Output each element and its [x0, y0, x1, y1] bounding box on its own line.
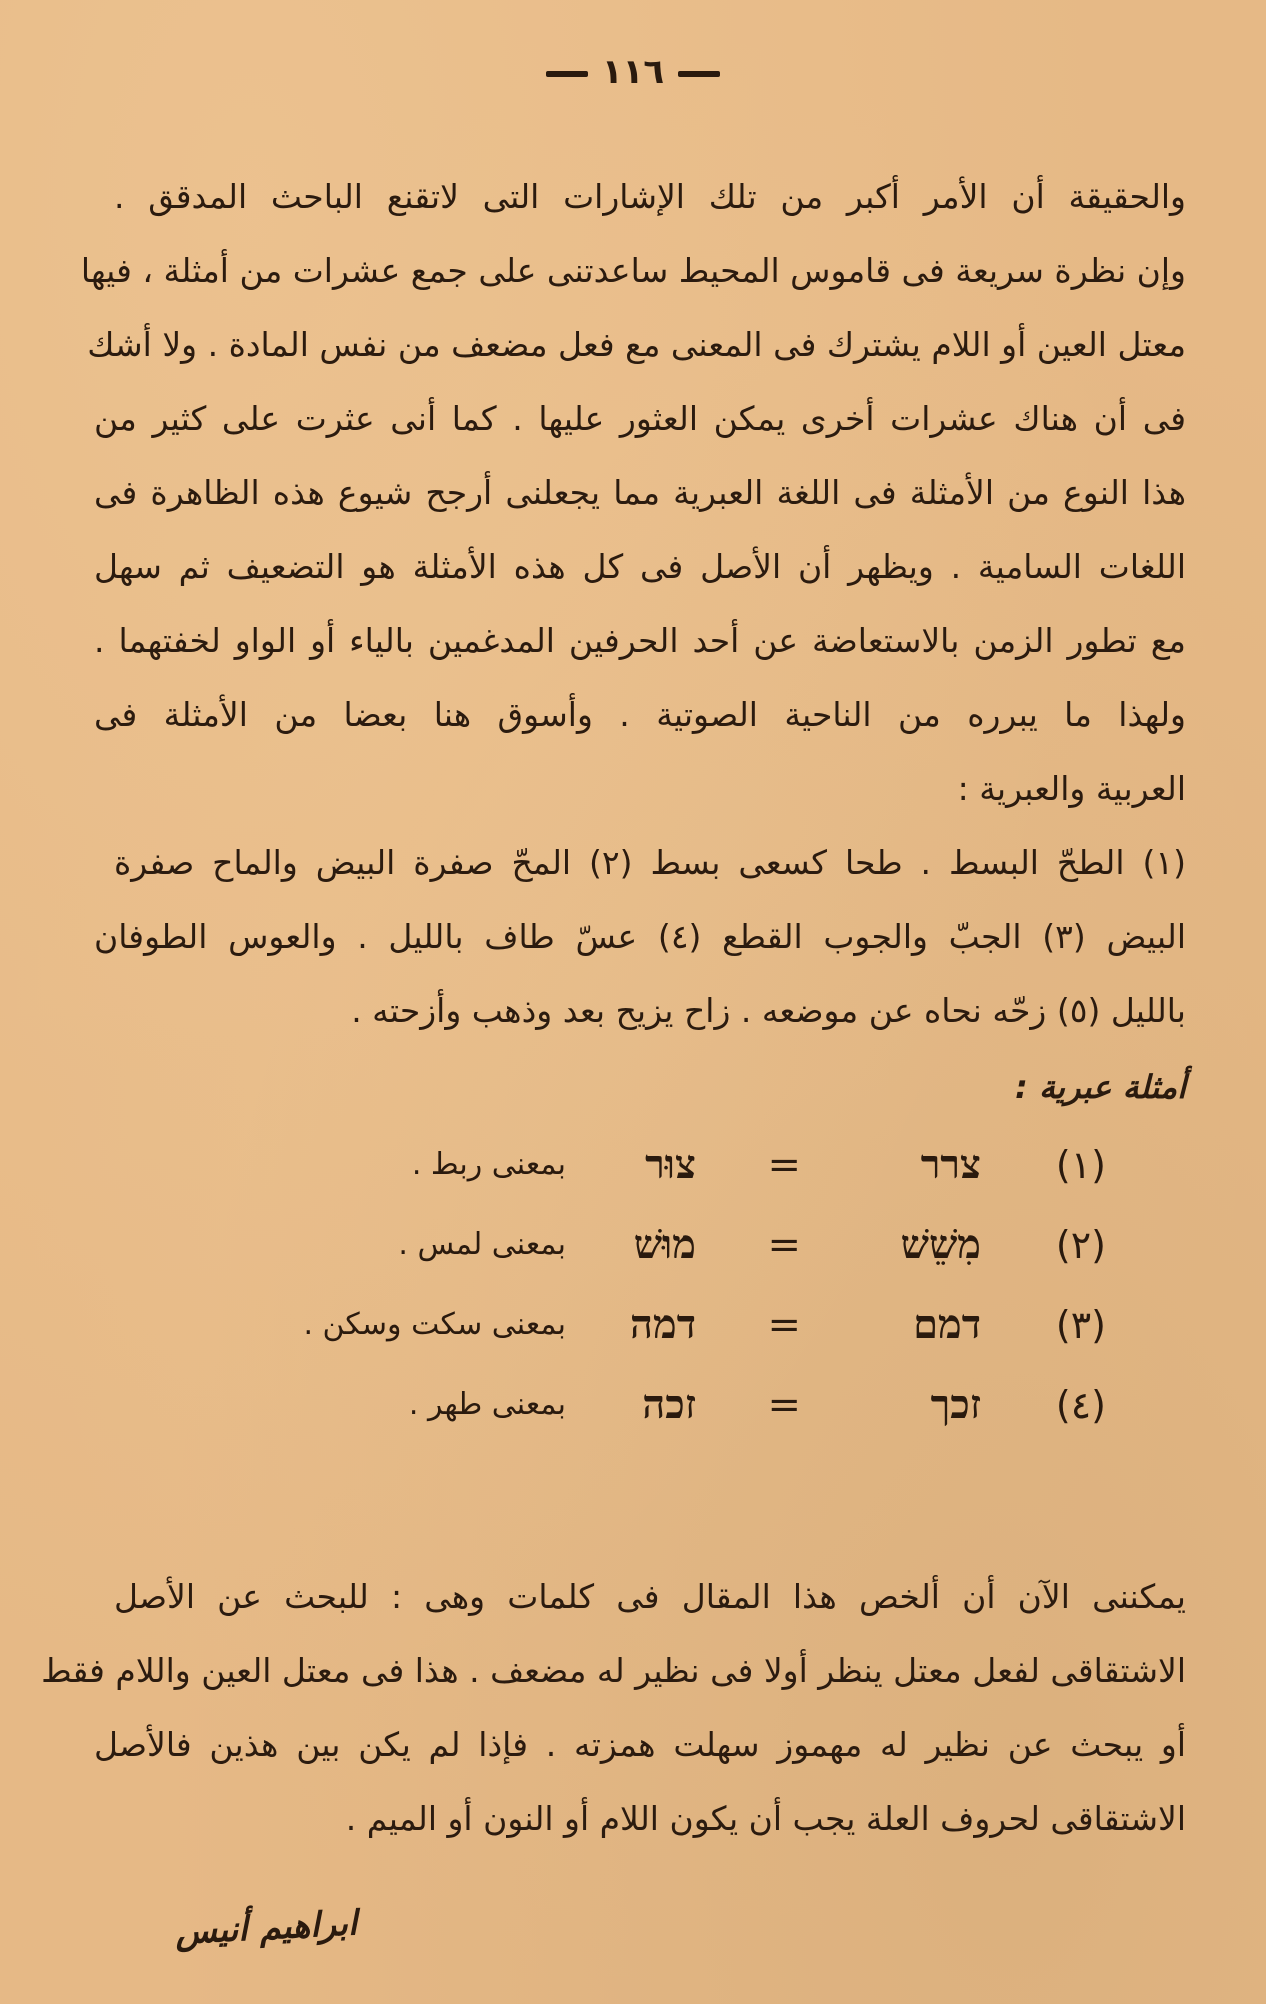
hebrew-examples-heading: أمثلة عبرية :	[1015, 1068, 1186, 1106]
body-line-9: العربية والعبرية :	[957, 769, 1186, 808]
body-line-4: فى أن هناك عشرات أخرى يمكن العثور عليها . كما أنى عثرت على كثير من	[94, 399, 1186, 438]
body-line-2: وإن نظرة سريعة فى قاموس المحيط ساعدتنى على جمع عشرات من أمثلة ، فيها	[80, 251, 1186, 290]
hebrew-weak-root: דמה	[630, 1301, 696, 1348]
arabic-meaning: بمعنى طهر .	[408, 1387, 566, 1422]
example-number: (٢)	[1055, 1223, 1106, 1267]
page-number-value: ١١٦	[601, 52, 665, 92]
body-line-3: معتل العين أو اللام يشترك فى المعنى مع فعل مضعف من نفس المادة . ولا أشك	[87, 325, 1186, 364]
equals-sign: =	[767, 1382, 801, 1428]
example-number: (٤)	[1055, 1383, 1106, 1427]
body-line-6: اللغات السامية . ويظهر أن الأصل فى كل هذه الأمثلة هو التضعيف ثم سهل	[94, 547, 1186, 586]
arabic-example-line-3: بالليل (٥) زحّه نحاه عن موضعه . زاح يزيح بعد وذهب وأزحته .	[351, 991, 1186, 1030]
page-number	[0, 52, 1266, 92]
conclusion-line-3: أو يبحث عن نظير له مهموز سهلت همزته . فإذا لم يكن بين هذين فالأصل	[94, 1725, 1186, 1764]
equals-sign: =	[767, 1142, 801, 1188]
example-number: (٣)	[1055, 1303, 1106, 1347]
hebrew-example-row	[0, 1130, 1266, 1200]
conclusion-line-1: يمكننى الآن أن ألخص هذا المقال فى كلمات وهى : للبحث عن الأصل	[114, 1577, 1186, 1616]
conclusion-line-4: الاشتقاقى لحروف العلة يجب أن يكون اللام أو النون أو الميم .	[345, 1799, 1186, 1838]
arabic-meaning: بمعنى سكت وسكن .	[303, 1307, 566, 1342]
hebrew-doubled-root: מִשֵׁשׁ	[900, 1221, 981, 1268]
example-number: (١)	[1055, 1143, 1106, 1187]
author-signature: ابراهيم أنيس	[174, 1903, 359, 1953]
hebrew-weak-root: מוּשׁ	[633, 1221, 696, 1268]
conclusion-line-2: الاشتقاقى لفعل معتل ينظر أولا فى نظير له مضعف . هذا فى معتل العين واللام فقط	[41, 1651, 1186, 1690]
hebrew-doubled-root: זכך	[930, 1381, 981, 1428]
arabic-meaning: بمعنى لمس .	[398, 1227, 566, 1262]
dash-right	[678, 71, 720, 77]
hebrew-weak-root: צוּר	[645, 1141, 696, 1188]
hebrew-doubled-root: דמם	[913, 1301, 981, 1348]
hebrew-example-row	[0, 1370, 1266, 1440]
hebrew-doubled-root: צרר	[920, 1141, 981, 1188]
arabic-example-line-2: البيض (٣) الجبّ والجوب القطع (٤) عسّ طاف بالليل . والعوس الطوفان	[94, 917, 1187, 956]
equals-sign: =	[767, 1302, 801, 1348]
body-line-7: مع تطور الزمن بالاستعاضة عن أحد الحرفين المدغمين بالياء أو الواو لخفتهما .	[94, 621, 1186, 660]
equals-sign: =	[767, 1222, 801, 1268]
arabic-meaning: بمعنى ربط .	[411, 1147, 566, 1182]
hebrew-weak-root: זכה	[642, 1381, 696, 1428]
arabic-example-line-1: (١) الطحّ البسط . طحا كسعى بسط (٢) المحّ صفرة البيض والماح صفرة	[114, 843, 1186, 882]
body-line-8: ولهذا ما يبرره من الناحية الصوتية . وأسوق هنا بعضا من الأمثلة فى	[94, 695, 1186, 734]
hebrew-example-row	[0, 1290, 1266, 1360]
body-line-5: هذا النوع من الأمثلة فى اللغة العبرية مما يجعلنى أرجح شيوع هذه الظاهرة فى	[94, 473, 1186, 512]
body-line-1: والحقيقة أن الأمر أكبر من تلك الإشارات التى لاتقنع الباحث المدقق .	[114, 177, 1186, 216]
dash-left	[546, 71, 588, 77]
hebrew-example-row	[0, 1210, 1266, 1280]
